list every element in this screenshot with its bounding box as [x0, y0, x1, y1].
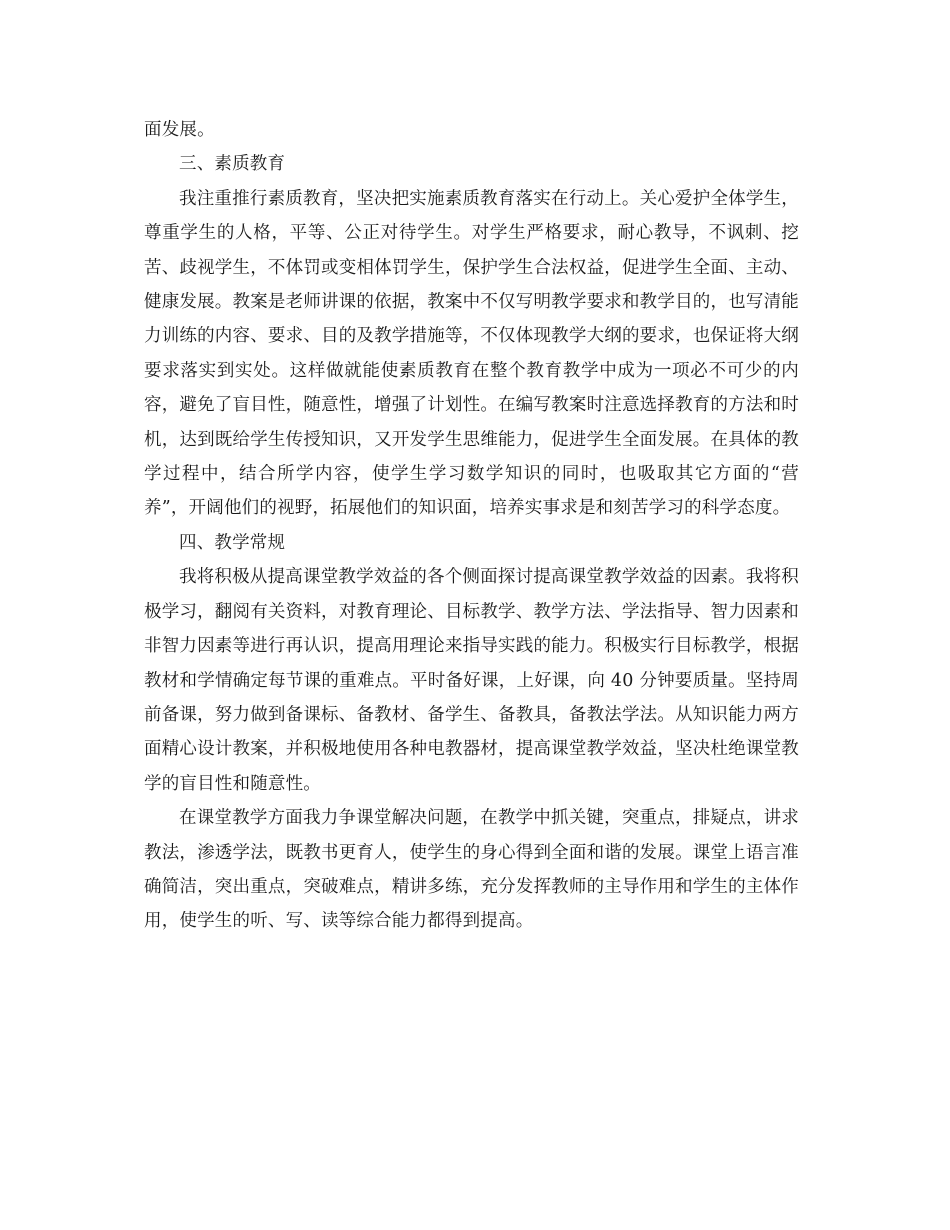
section-heading-quality-education: 三、素质教育: [179, 154, 286, 175]
section-heading-teaching-routine: 四、教学常规: [179, 532, 286, 553]
paragraph-quality-education: 我注重推行素质教育，坚决把实施素质教育落实在行动上。关心爱护全体学生，尊重学生的人格，平等、公正对待学生。对学生严格要求，耐心教导，不讽刺、挖苦、歧视学生，不体罚或变相体罚学生，保护学生合法权益，促进学生全面、主动、健康发展。教案是老师讲课的依据，教案中不仅写明教学要求和教学目的，也写清能力训练的内容、要求、目的及教学措施等，不仅体现教学大纲的要求，也保证将大纲要求落实到实处。这样做就能使素质教育在整个教育教学中成为一项必不可少的内容，避免了盲目性，随意性，增强了计划性。在编写教案时注意选择教育的方法和时机，达到既给学生传授知识，又开发学生思维能力，促进学生全面发展。在具体的教学过程中，结合所学内容，使学生学习数学知识的同时，也吸取其它方面的“营养”，开阔他们的视野，拓展他们的知识面，培养实事求是和刻苦学习的科学态度。: [144, 188, 799, 519]
paragraph-classroom-teaching: 在课堂教学方面我力争课堂解决问题，在教学中抓关键，突重点，排疑点，讲求教法，渗透学法，既教书更育人，使学生的身心得到全面和谐的发展。课堂上语言准确简洁，突出重点，突破难点，精讲多练，充分发挥教师的主导作用和学生的主体作用，使学生的听、写、读等综合能力都得到提高。: [144, 808, 799, 932]
paragraph-teaching-routine: 我将积极从提高课堂教学效益的各个侧面探讨提高课堂教学效益的因素。我将积极学习，翻阅有关资料，对教育理论、目标教学、教学方法、学法指导、智力因素和非智力因素等进行再认识，提高用理论来指导实践的能力。积极实行目标教学，根据教材和学情确定每节课的重难点。平时备好课，上好课，向 40 分钟要质量。坚持周前备课，努力做到备课标、备教材、备学生、备教具，备教法学法。从知识能力两方面精心设计教案，并积极地使用各种电教器材，提高课堂教学效益，坚决杜绝课堂教学的盲目性和随意性。: [144, 567, 799, 794]
paragraph-continuation: 面发展。: [144, 120, 215, 140]
document-body: [144, 113, 799, 939]
